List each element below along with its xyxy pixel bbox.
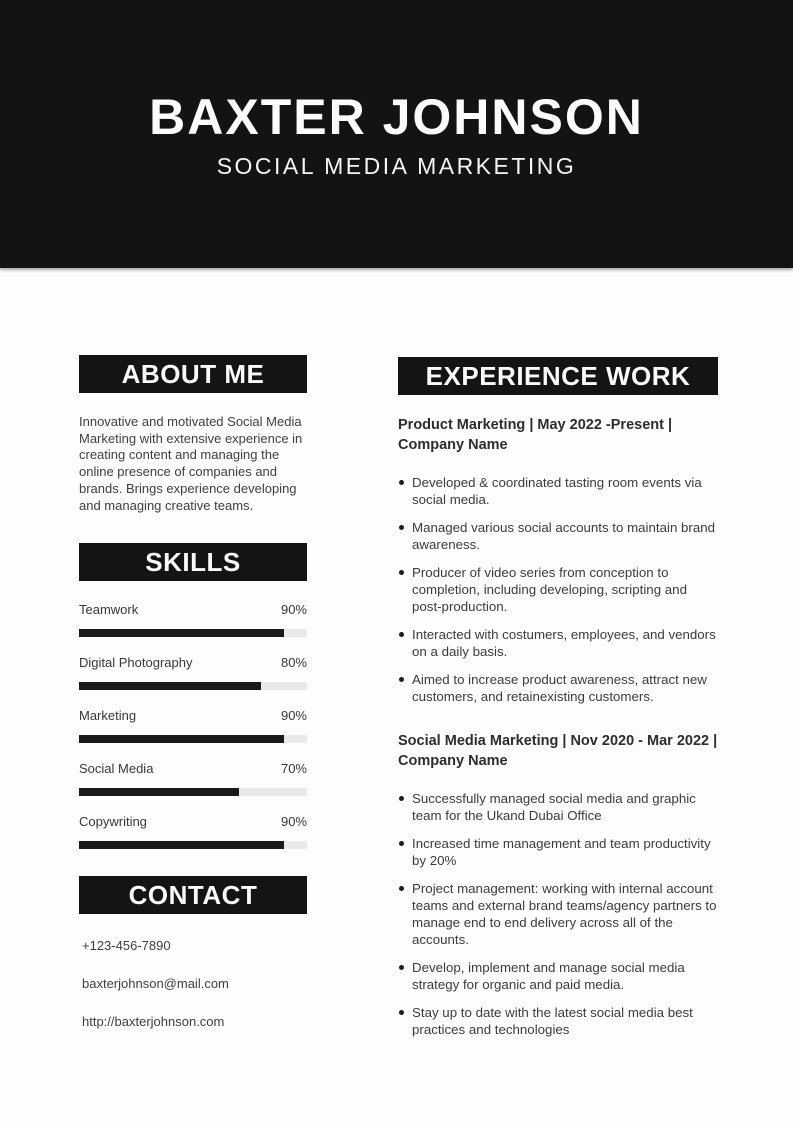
skill-progress-track <box>79 788 307 796</box>
content-columns <box>0 268 793 1049</box>
job-company: Company Name <box>398 437 508 453</box>
skill-label: Copywriting <box>79 814 147 830</box>
bullet-item: Developed & coordinated tasting room events via social media. <box>398 474 718 508</box>
bullet-item: Interacted with costumers, employees, and vendors on a daily basis. <box>398 626 718 660</box>
person-name: BAXTER JOHNSON <box>149 89 644 145</box>
skills-section <box>79 543 307 849</box>
job-bullet-list <box>398 790 718 1038</box>
bullet-item: Project management: working with internal account teams and external brand teams/agency partners to manage end to end delivery across all of the accounts. <box>398 880 718 948</box>
contact-website: http://baxterjohnson.com <box>82 1014 225 1030</box>
skill-row <box>79 602 307 637</box>
skill-progress-fill <box>79 682 261 690</box>
bullet-item: Increased time management and team productivity by 20% <box>398 835 718 869</box>
job-entry <box>398 415 718 705</box>
job-role-dates: Social Media Marketing | Nov 2020 - Mar 2022 | <box>398 733 718 749</box>
skill-progress-fill <box>79 735 284 743</box>
job-title <box>398 731 718 771</box>
bullet-item: Producer of video series from conception to completion, including developing, scripting and post-production. <box>398 564 718 615</box>
skill-percent: 90% <box>280 814 307 830</box>
contact-phone: +123-456-7890 <box>82 938 171 954</box>
left-column <box>79 355 307 1049</box>
contact-heading: CONTACT <box>79 876 307 914</box>
skills-heading: SKILLS <box>79 543 307 581</box>
skill-row <box>79 814 307 849</box>
skill-progress-track <box>79 841 307 849</box>
about-section <box>79 355 307 514</box>
skill-label: Social Media <box>79 761 154 777</box>
person-job-title: SOCIAL MEDIA MARKETING <box>216 153 577 179</box>
skill-row <box>79 761 307 796</box>
skill-progress-fill <box>79 788 239 796</box>
bullet-item: Develop, implement and manage social media strategy for organic and paid media. <box>398 959 718 993</box>
bullet-item: Stay up to date with the latest social media best practices and technologies <box>398 1004 718 1038</box>
about-text: Innovative and motivated Social Media Marketing with extensive experience in creating content and managing the online presence of companies and brands. Brings experience developing and managing creative teams. <box>79 414 303 513</box>
contact-section <box>79 876 307 1029</box>
hero-header <box>0 0 793 268</box>
job-entry <box>398 731 718 1038</box>
bullet-item: Aimed to increase product awareness, attract new customers, and retainexisting customers. <box>398 671 718 705</box>
skill-row <box>79 708 307 743</box>
skill-progress-track <box>79 682 307 690</box>
skill-progress-track <box>79 735 307 743</box>
skill-percent: 70% <box>280 761 307 777</box>
bullet-item: Successfully managed social media and graphic team for the Ukand Dubai Office <box>398 790 718 824</box>
skill-label: Teamwork <box>79 602 139 618</box>
bullet-item: Managed various social accounts to maintain brand awareness. <box>398 519 718 553</box>
skill-progress-fill <box>79 629 284 637</box>
job-title <box>398 415 718 455</box>
experience-section <box>398 355 718 1049</box>
about-heading: ABOUT ME <box>79 355 307 393</box>
contact-email: baxterjohnson@mail.com <box>82 976 229 992</box>
skill-row <box>79 655 307 690</box>
job-role-dates: Product Marketing | May 2022 -Present | <box>398 417 673 433</box>
skill-percent: 80% <box>280 655 307 671</box>
job-company: Company Name <box>398 753 508 769</box>
skill-label: Marketing <box>79 708 137 724</box>
skill-label: Digital Photography <box>79 655 193 671</box>
skill-percent: 90% <box>280 602 307 618</box>
skill-progress-track <box>79 629 307 637</box>
experience-heading: EXPERIENCE WORK <box>398 357 718 395</box>
job-bullet-list <box>398 474 718 705</box>
skill-percent: 90% <box>280 708 307 724</box>
skill-progress-fill <box>79 841 284 849</box>
